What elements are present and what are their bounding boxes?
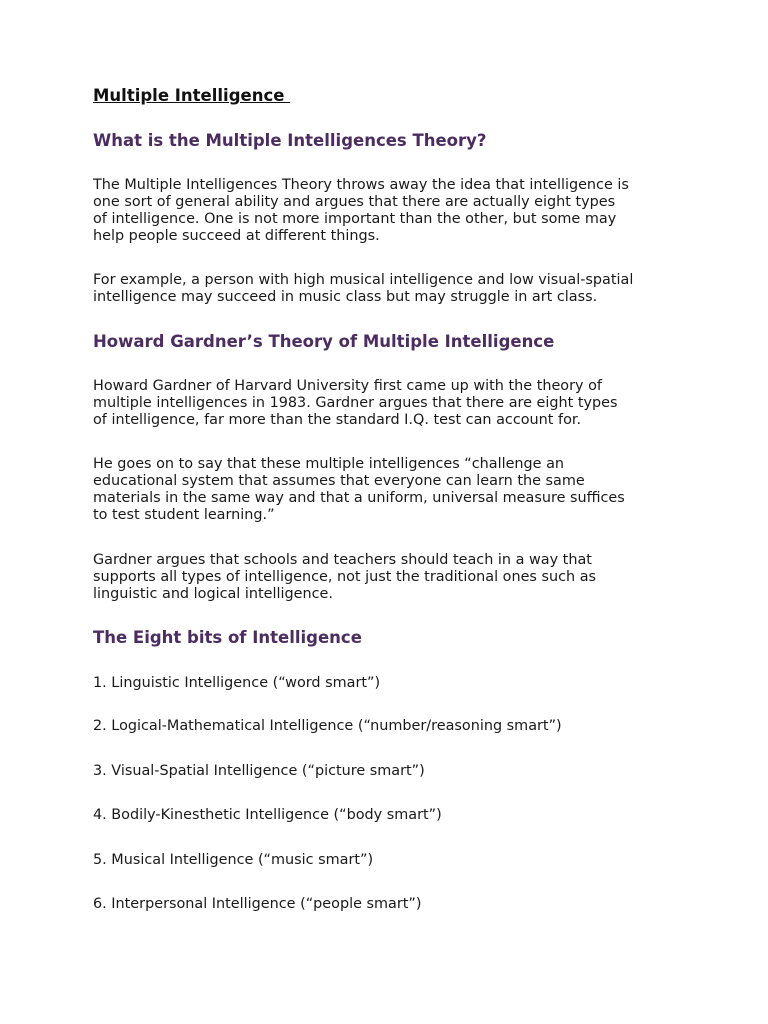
- list-item: 3. Visual-Spatial Intelligence (“picture smart”): [93, 763, 425, 779]
- list-item: 1. Linguistic Intelligence (“word smart”): [93, 675, 381, 691]
- paragraph-line: of intelligence, far more than the standard I.Q. test can account for.: [93, 412, 582, 428]
- section-heading-theory: What is the Multiple Intelligences Theory?: [93, 131, 487, 150]
- paragraph-line: one sort of general ability and argues that there are actually eight types: [93, 194, 616, 210]
- paragraph-line: Howard Gardner of Harvard University first came up with the theory of: [93, 378, 602, 394]
- paragraph-line: of intelligence. One is not more important than the other, but some may: [93, 211, 617, 227]
- paragraph-line: For example, a person with high musical intelligence and low visual-spatial: [93, 272, 634, 288]
- paragraph-line: help people succeed at different things.: [93, 228, 380, 244]
- section-heading-gardner: Howard Gardner’s Theory of Multiple Intelligence: [93, 332, 555, 351]
- paragraph-line: multiple intelligences in 1983. Gardner argues that there are eight types: [93, 395, 618, 411]
- paragraph: [93, 552, 683, 603]
- paragraph-line: educational system that assumes that everyone can learn the same: [93, 473, 585, 489]
- paragraph-line: intelligence may succeed in music class but may struggle in art class.: [93, 289, 598, 305]
- paragraph-line: materials in the same way and that a uniform, universal measure suffices: [93, 490, 625, 506]
- paragraph: [93, 272, 683, 306]
- list-item: 5. Musical Intelligence (“music smart”): [93, 852, 374, 868]
- paragraph-line: The Multiple Intelligences Theory throws away the idea that intelligence is: [93, 177, 629, 193]
- document-title: Multiple Intelligence: [93, 86, 291, 105]
- paragraph: [93, 378, 683, 429]
- section-heading-eight-bits: The Eight bits of Intelligence: [93, 628, 362, 647]
- paragraph: [93, 177, 683, 245]
- paragraph-line: supports all types of intelligence, not just the traditional ones such as: [93, 569, 597, 585]
- list-item: 6. Interpersonal Intelligence (“people smart”): [93, 896, 422, 912]
- paragraph-line: to test student learning.”: [93, 507, 275, 523]
- list-item: 2. Logical-Mathematical Intelligence (“number/reasoning smart”): [93, 718, 562, 734]
- paragraph-line: linguistic and logical intelligence.: [93, 586, 333, 602]
- paragraph: [93, 456, 683, 524]
- paragraph-line: He goes on to say that these multiple intelligences “challenge an: [93, 456, 565, 472]
- list-item: 4. Bodily-Kinesthetic Intelligence (“body smart”): [93, 807, 442, 823]
- paragraph-line: Gardner argues that schools and teachers should teach in a way that: [93, 552, 592, 568]
